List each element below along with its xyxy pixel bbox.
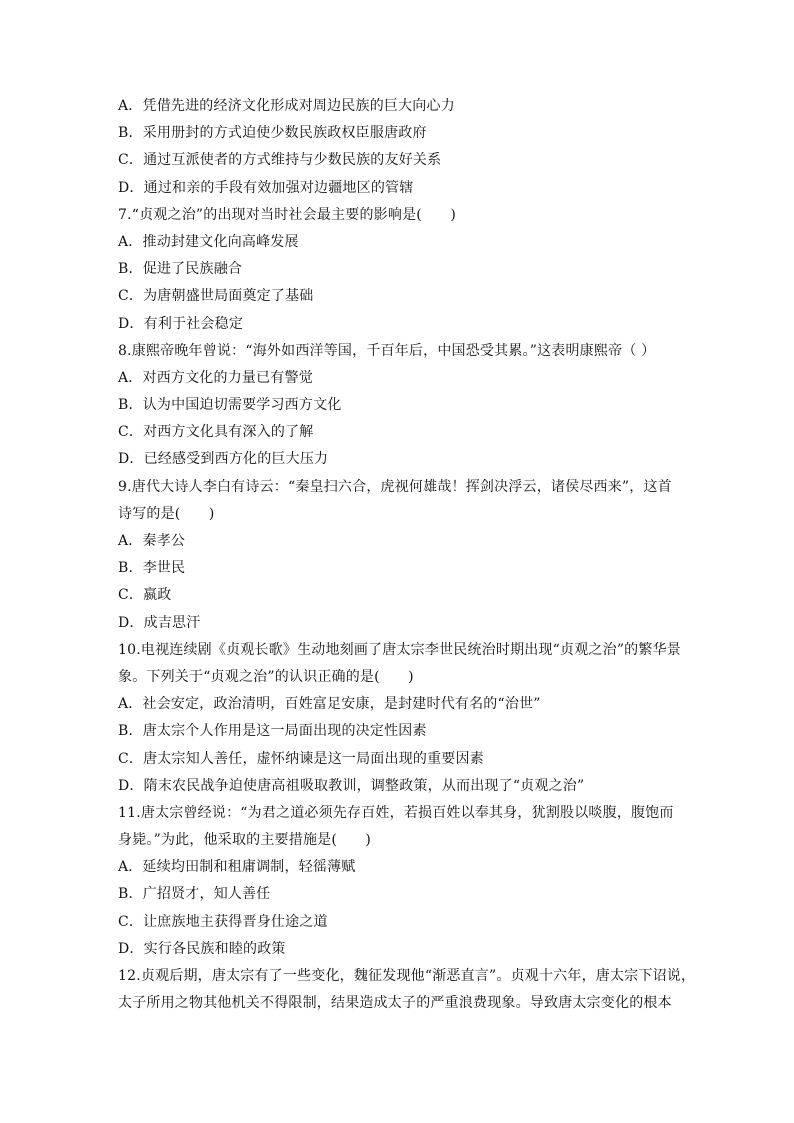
question-11 [118,800,698,963]
question-12 [118,963,698,1017]
q11-option-b: B．广招贤才，知人善任 [118,886,271,903]
q8-option-b: B．认为中国迫切需要学习西方文化 [118,397,342,414]
q7-stem: 7.“贞观之治”的出现对当时社会最主要的影响是( ) [118,206,456,223]
q10-option-b: B．唐太宗个人作用是这一局面出现的决定性因素 [118,723,427,740]
q7-option-d: D．有利于社会稳定 [118,315,244,332]
q9-option-c: C．嬴政 [118,587,172,604]
page-content [118,93,698,1017]
q11-option-a: A．延续均田制和租庸调制，轻徭薄赋 [118,859,356,876]
q12-stem-line-1: 12.贞观后期，唐太宗有了一些变化，魏征发现他“渐恶直言”。贞观十六年，唐太宗下诏说， [118,968,696,984]
q10-option-d: D．隋末农民战争迫使唐高祖吸取教训，调整政策，从而出现了“贞观之治” [118,777,585,794]
q10-stem-line-2: 象。下列关于“贞观之治”的认识正确的是( ) [118,668,414,685]
q6-option-a: A．凭借先进的经济文化形成对周边民族的巨大向心力 [118,98,455,114]
q6-option-d: D．通过和亲的手段有效加强对边疆地区的管辖 [118,179,414,196]
q6-option-b: B．采用册封的方式迫使少数民族政权臣服唐政府 [118,125,427,142]
q8-stem: 8.康熙帝晚年曾说：“海外如西洋等国，千百年后，中国恐受其累。”这表明康熙帝（ ） [118,342,656,359]
question-7 [118,202,698,338]
q6-option-c: C．通过互派使者的方式维持与少数民族的友好关系 [118,152,442,169]
q10-option-a: A．社会安定，政治清明，百姓富足安康，是封建时代有名的“治世” [118,696,541,713]
question-8 [118,338,698,474]
q7-option-b: B．促进了民族融合 [118,261,243,278]
q10-option-c: C．唐太宗知人善任，虚怀纳谏是这一局面出现的重要因素 [118,750,484,767]
question-9 [118,474,698,637]
q9-option-b: B．李世民 [118,560,186,577]
q9-option-a: A．秦孝公 [118,533,186,549]
q8-option-c: C．对西方文化具有深入的了解 [118,424,314,441]
q11-option-c: C．让庶族地主获得晋身仕途之道 [118,913,328,930]
q12-stem-line-2: 太子所用之物其他机关不得限制，结果造成太子的严重浪费现象。导致唐太宗变化的根本 [118,995,672,1012]
question-10 [118,637,698,800]
q7-option-a: A．推动封建文化向高峰发展 [118,233,299,250]
q10-stem-line-1: 10.电视连续剧《贞观长歌》生动地刻画了唐太宗李世民统治时期出现“贞观之治”的繁华景 [118,641,681,658]
q8-option-a: A．对西方文化的力量已有警觉 [118,369,313,386]
q9-option-d: D．成吉思汗 [118,614,201,631]
q11-stem-line-2: 身毙。”为此，他采取的主要措施是( ) [118,832,372,849]
question-6-options [118,93,698,202]
q8-option-d: D．已经感受到西方化的巨大压力 [118,451,329,468]
q11-option-d: D．实行各民族和睦的政策 [118,940,286,957]
q11-stem-line-1: 11.唐太宗曾经说：“为君之道必须先存百姓，若损百姓以奉其身，犹割股以啖腹，腹饱而 [118,804,674,821]
q9-stem-line-1: 9.唐代大诗人李白有诗云：“秦皇扫六合，虎视何雄哉！挥剑决浮云，诸侯尽西来”，这首 [118,478,672,495]
q9-stem-line-2: 诗写的是( ) [118,505,215,522]
q7-option-c: C．为唐朝盛世局面奠定了基础 [118,288,314,305]
